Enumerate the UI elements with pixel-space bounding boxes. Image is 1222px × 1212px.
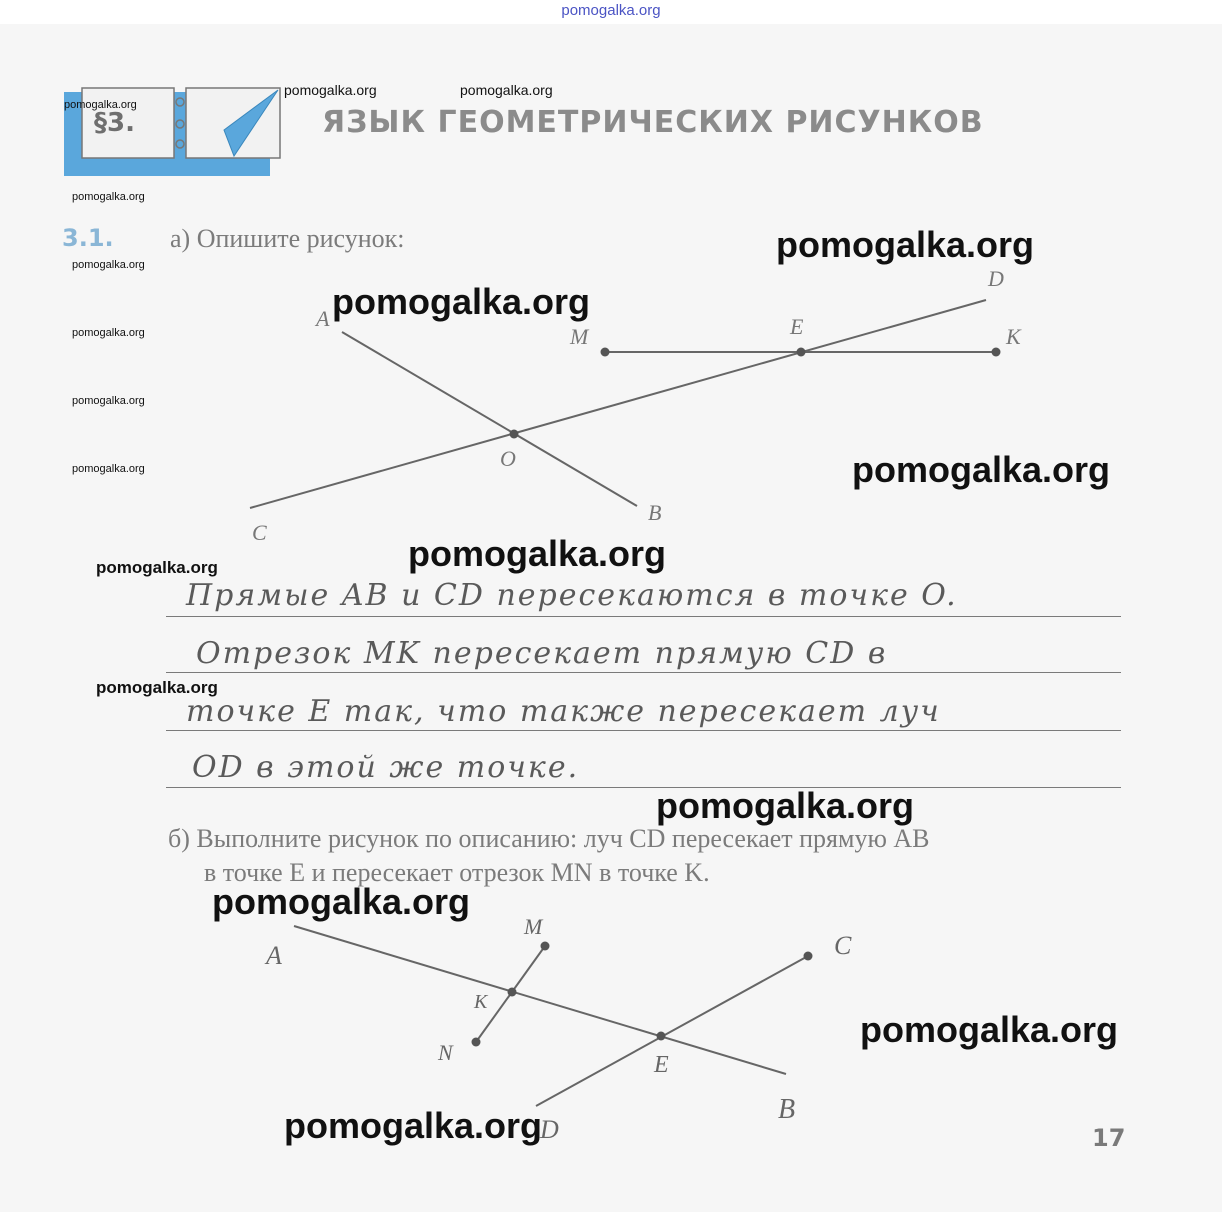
label-k: K	[474, 991, 488, 1013]
watermark-small: pomogalka.org	[460, 82, 553, 98]
watermark-large: pomogalka.org	[852, 449, 1111, 490]
watermark-small: pomogalka.org	[64, 99, 137, 111]
label-m: M	[570, 324, 589, 349]
watermark-small: pomogalka.org	[72, 463, 145, 475]
watermark-small: pomogalka.org	[96, 678, 218, 697]
task-part-b-line2: в точке E и пересекает отрезок MN в точке K.	[204, 858, 710, 887]
watermark-large: pomogalka.org	[332, 281, 591, 322]
ruled-line	[166, 616, 1121, 617]
point-o	[510, 430, 519, 439]
watermark-large: pomogalka.org	[212, 881, 471, 922]
label-a: A	[266, 941, 282, 970]
answer-line: точке E так, что также пересекает луч	[186, 694, 941, 729]
label-d: D	[540, 1115, 559, 1144]
point-n	[472, 1038, 481, 1047]
answer-line: Отрезок MK пересекает прямую CD в	[196, 636, 888, 671]
section-title: ЯЗЫК ГЕОМЕТРИЧЕСКИХ РИСУНКОВ	[322, 105, 984, 140]
point-k	[992, 348, 1001, 357]
watermark-small: pomogalka.org	[72, 327, 145, 339]
label-o: O	[500, 446, 516, 471]
task-part-a: а) Опишите рисунок:	[170, 224, 405, 253]
label-d: D	[988, 266, 1004, 291]
label-b: B	[778, 1094, 796, 1125]
label-e: E	[654, 1052, 669, 1078]
watermark-small: pomogalka.org	[284, 82, 377, 98]
watermark-large: pomogalka.org	[408, 533, 667, 574]
section-badge: §3.	[94, 108, 135, 138]
point-m	[541, 942, 550, 951]
label-c: C	[834, 931, 852, 960]
label-k: K	[1006, 324, 1021, 349]
point-m	[601, 348, 610, 357]
page-number: 17	[1092, 1124, 1126, 1152]
task-part-b	[168, 822, 930, 890]
label-n: N	[438, 1040, 453, 1065]
label-b: B	[648, 500, 662, 525]
answer-line: OD в этой же точке.	[192, 750, 580, 785]
task-number: 3.1.	[62, 224, 114, 252]
task-part-b-line1: б) Выполните рисунок по описанию: луч CD пересекает прямую AB	[168, 824, 930, 853]
ruled-line	[166, 672, 1121, 673]
watermark-large: pomogalka.org	[284, 1105, 543, 1146]
watermark-small: pomogalka.org	[96, 558, 218, 577]
ruled-line	[166, 787, 1121, 788]
ruled-line	[166, 730, 1121, 731]
watermark-small: pomogalka.org	[72, 191, 145, 203]
label-m: M	[524, 914, 543, 939]
label-e: E	[790, 314, 804, 339]
answer-line: Прямые AB и CD пересекаются в точке O.	[186, 578, 958, 613]
point-e	[657, 1032, 666, 1041]
watermark-small: pomogalka.org	[72, 395, 145, 407]
watermark-large: pomogalka.org	[860, 1009, 1119, 1050]
point-k	[508, 988, 517, 997]
point-e	[797, 348, 806, 357]
watermark-large: pomogalka.org	[656, 785, 915, 826]
watermark-small: pomogalka.org	[72, 259, 145, 271]
point-c	[804, 952, 813, 961]
label-a: A	[316, 306, 330, 331]
label-c: C	[252, 520, 267, 545]
watermark-large: pomogalka.org	[776, 224, 1035, 265]
watermark-top: pomogalka.org	[561, 2, 661, 19]
